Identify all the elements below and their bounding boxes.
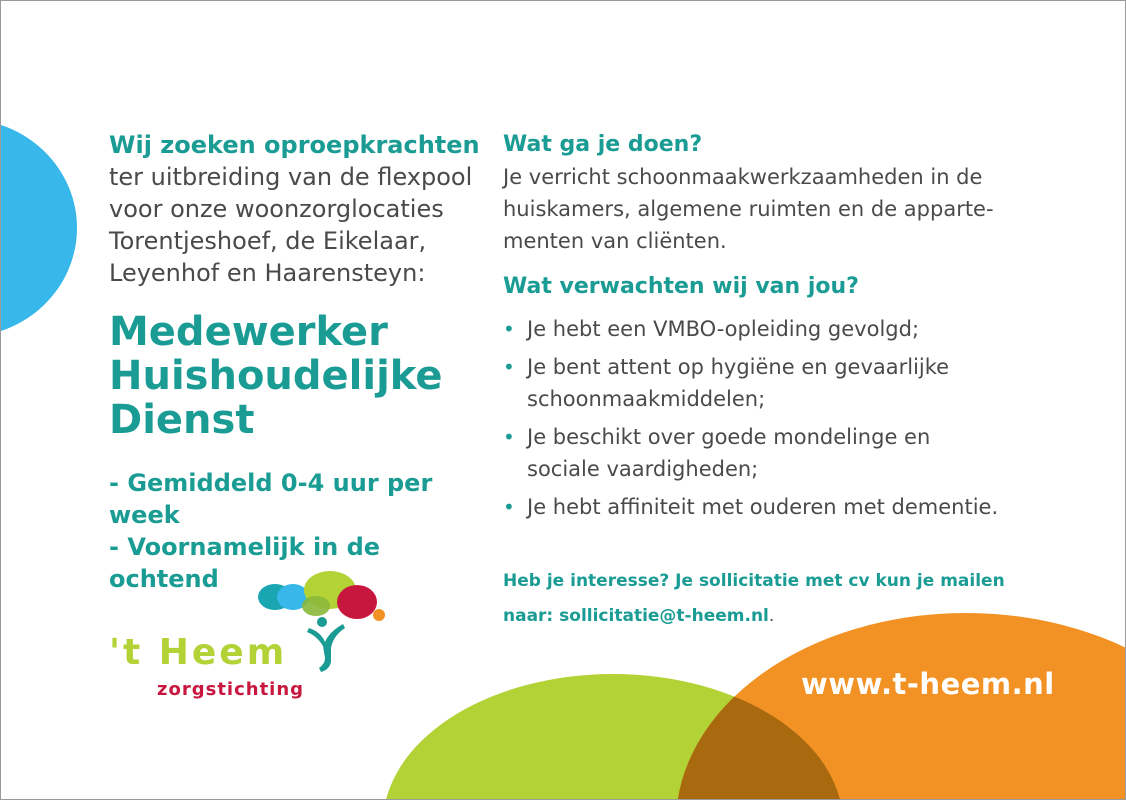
logo-name: 't Heem [109,632,288,673]
list-item [503,491,1063,523]
apply-text [503,564,1063,634]
list-item [503,351,1063,415]
left-intro [109,129,489,289]
tasks-text [503,161,1063,257]
left-heading: Wij zoeken oproepkrachten [109,131,480,159]
requirement-line: Je hebt een VMBO-opleiding gevolgd; [527,317,920,341]
right-column [503,129,1063,529]
bullet: • [503,425,515,449]
tasks-line: Je verricht schoonmaakwerkzaamheden in de [503,165,983,189]
apply-line-email [503,599,1063,634]
intro-line: ter uitbreiding van de flexpool [109,163,473,191]
requirement-line: schoonmaakmiddelen; [527,387,766,411]
tasks-line: menten van cliënten. [503,229,727,253]
intro-line: Torentjeshoef, de Eikelaar, [109,227,427,255]
requirement-line: sociale vaardigheden; [527,457,759,481]
requirement-line: Je bent attent op hygiëne en gevaarlijke [527,355,950,379]
t-heem-logo [109,566,399,706]
apply-line: Heb je interesse? Je sollicitatie met cv kun je mailen [503,571,1005,591]
tasks-line: huiskamers, algemene ruimten en de apparte- [503,197,994,221]
requirements-heading: Wat verwachten wij van jou? [503,274,859,299]
bullet: • [503,495,515,519]
apply-prefix: naar: [503,606,560,626]
logo-subtitle: zorgstichting [157,679,305,700]
email-link[interactable]: sollicitatie@t-heem.nl [559,606,769,626]
bullet: • [503,355,515,379]
job-title-line: Medewerker [109,309,388,355]
website-link[interactable]: www.t-heem.nl [801,667,1055,701]
tasks-heading: Wat ga je doen? [503,132,703,157]
list-item [503,313,1063,345]
intro-line: voor onze woonzorglocaties [109,195,444,223]
job-title [109,310,489,442]
apply-suffix: . [768,606,775,626]
job-title-line: Huishoudelijke [109,353,443,399]
requirement-line: Je hebt affiniteit met ouderen met dementie. [527,495,999,519]
intro-line: Leyenhof en Haarensteyn: [109,259,426,287]
detail-hours: - Gemiddeld 0-4 uur per week [109,469,433,529]
requirements-list [503,313,1063,523]
list-item [503,421,1063,485]
job-title-line: Dienst [109,397,255,443]
bullet: • [503,317,515,341]
requirement-line: Je beschikt over goede mondelinge en [527,425,931,449]
detail-time: - Voornamelijk in de ochtend [109,533,381,593]
